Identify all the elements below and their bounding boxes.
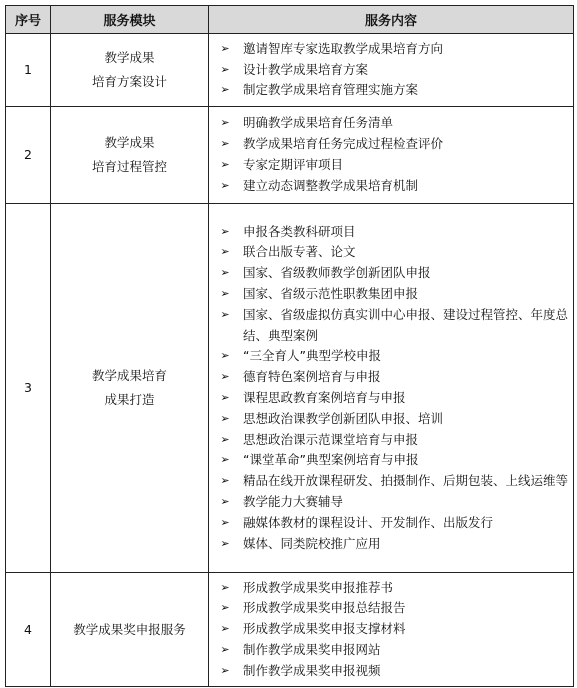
- arrow-right-bullet-icon: ➢: [220, 307, 230, 321]
- content-cell: [209, 204, 574, 573]
- list-item-text: 国家、省级教师教学创新团队申报: [243, 265, 431, 281]
- list-item: [218, 388, 569, 409]
- list-item: [218, 263, 569, 284]
- list-item: [218, 60, 569, 81]
- arrow-right-bullet-icon: ➢: [220, 224, 230, 238]
- module-line: 成果打造: [104, 392, 155, 407]
- list-item: [218, 640, 569, 661]
- list-item-text: 媒体、同类院校推广应用: [243, 535, 381, 551]
- row-number: 4: [6, 573, 51, 687]
- content-cell: [209, 573, 574, 687]
- list-item-text: 教学成果培育任务完成过程检查评价: [243, 136, 444, 152]
- list-item-text: 形成教学成果奖申报总结报告: [243, 600, 406, 616]
- list-item: [218, 176, 569, 197]
- list-item-text: 德育特色案例培育与申报: [243, 369, 381, 385]
- list-item-text: 课程思政教育案例培育与申报: [243, 390, 406, 405]
- header-row: [6, 6, 574, 34]
- list-item-text: 国家、省级虚拟仿真实训中心申报、建设过程管控、年度总结、典型案例: [243, 306, 569, 343]
- list-item-text: 形成教学成果奖申报支撑材料: [243, 621, 406, 637]
- arrow-right-bullet-icon: ➢: [220, 245, 230, 259]
- arrow-right-bullet-icon: ➢: [220, 663, 230, 677]
- arrow-right-bullet-icon: ➢: [220, 158, 230, 171]
- header-num: 序号: [6, 6, 51, 34]
- list-item: [218, 39, 569, 60]
- header-module: 服务模块: [51, 6, 209, 34]
- list-item-text: 建立动态调整教学成果培育机制: [243, 177, 419, 193]
- list-item-text: “课堂革命”典型案例培育与申报: [243, 452, 419, 468]
- table-row: [6, 204, 574, 573]
- table-row: [6, 34, 574, 107]
- list-item-text: 思想政治课示范课堂培育与申报: [243, 431, 419, 447]
- list-item-text: 融媒体教材的课程设计、开发制作、出版发行: [243, 514, 494, 530]
- arrow-right-bullet-icon: ➢: [220, 432, 230, 446]
- list-item-text: 邀请智库专家选取教学成果培育方向: [243, 40, 444, 56]
- module-line: 教学成果: [104, 135, 155, 150]
- list-item-text: 明确教学成果培育任务清单: [243, 115, 394, 131]
- list-item: [218, 619, 569, 640]
- list-item-text: 教学能力大赛辅导: [243, 493, 344, 509]
- arrow-right-bullet-icon: ➢: [220, 62, 230, 76]
- module-line: 培育过程管控: [91, 159, 167, 174]
- arrow-right-bullet-icon: ➢: [220, 515, 230, 529]
- header-content: 服务内容: [209, 6, 574, 34]
- list-item: [218, 222, 569, 243]
- list-item: [218, 134, 569, 155]
- arrow-right-bullet-icon: ➢: [220, 580, 230, 594]
- list-item-text: 形成教学成果奖申报推荐书: [243, 579, 394, 595]
- arrow-right-bullet-icon: ➢: [220, 349, 230, 363]
- list-item: [218, 450, 569, 471]
- row-number: 2: [6, 107, 51, 204]
- arrow-right-bullet-icon: ➢: [220, 370, 230, 384]
- arrow-right-bullet-icon: ➢: [220, 601, 230, 615]
- list-item: [218, 598, 569, 619]
- arrow-right-bullet-icon: ➢: [220, 411, 230, 425]
- list-item: [218, 661, 569, 682]
- list-item: [218, 513, 569, 534]
- list-item-text: 申报各类教科研项目: [243, 223, 356, 239]
- module-cell: [51, 204, 209, 573]
- arrow-right-bullet-icon: ➢: [220, 642, 230, 656]
- arrow-right-bullet-icon: ➢: [220, 391, 230, 404]
- arrow-right-bullet-icon: ➢: [220, 116, 230, 130]
- list-item: [218, 242, 569, 263]
- module-line: 培育方案设计: [91, 74, 167, 89]
- module-cell: [51, 107, 209, 204]
- list-item: [218, 284, 569, 305]
- list-item: [218, 409, 569, 430]
- list-item: [218, 113, 569, 134]
- content-cell: [209, 34, 574, 107]
- module-line: 教学成果奖申报服务: [73, 621, 186, 637]
- arrow-right-bullet-icon: ➢: [220, 137, 230, 151]
- list-item: [218, 430, 569, 451]
- row-number: 3: [6, 204, 51, 573]
- table-row: [6, 107, 574, 204]
- table-row: [6, 573, 574, 687]
- list-item: [218, 305, 569, 347]
- list-item: [218, 578, 569, 599]
- list-item-text: 制作教学成果奖申报网站: [243, 641, 381, 657]
- module-cell: [51, 34, 209, 107]
- arrow-right-bullet-icon: ➢: [220, 494, 230, 508]
- list-item: [218, 80, 569, 101]
- content-cell: [209, 107, 574, 204]
- service-list: [218, 39, 569, 101]
- arrow-right-bullet-icon: ➢: [220, 83, 230, 97]
- arrow-right-bullet-icon: ➢: [220, 474, 230, 488]
- list-item-text: 设计教学成果培育方案: [243, 61, 369, 77]
- module-cell: [51, 573, 209, 687]
- list-item-text: 制作教学成果奖申报视频: [243, 662, 381, 678]
- arrow-right-bullet-icon: ➢: [220, 178, 230, 192]
- arrow-right-bullet-icon: ➢: [220, 536, 230, 550]
- list-item: [218, 534, 569, 555]
- module-line: 教学成果: [104, 50, 155, 65]
- list-item-text: 制定教学成果培育管理实施方案: [243, 82, 419, 98]
- module-line: 教学成果培育: [91, 368, 167, 383]
- list-item-text: “三全育人”典型学校申报: [243, 348, 381, 364]
- arrow-right-bullet-icon: ➢: [220, 287, 230, 301]
- arrow-right-bullet-icon: ➢: [220, 622, 230, 636]
- list-item-text: 精品在线开放课程研发、拍摄制作、后期包装、上线运维等: [243, 473, 569, 489]
- row-number: 1: [6, 34, 51, 107]
- arrow-right-bullet-icon: ➢: [220, 453, 230, 467]
- list-item-text: 思想政治课教学创新团队申报、培训: [243, 410, 444, 426]
- list-item: [218, 155, 569, 176]
- list-item-text: 专家定期评审项目: [243, 157, 344, 172]
- list-item-text: 联合出版专著、论文: [243, 244, 356, 260]
- service-list: [218, 113, 569, 196]
- list-item-text: 国家、省级示范性职教集团申报: [243, 286, 419, 302]
- list-item: [218, 346, 569, 367]
- arrow-right-bullet-icon: ➢: [220, 266, 230, 280]
- service-table: [5, 5, 574, 687]
- list-item: [218, 471, 569, 492]
- service-list: [218, 222, 569, 555]
- service-list: [218, 578, 569, 682]
- list-item: [218, 367, 569, 388]
- arrow-right-bullet-icon: ➢: [220, 41, 230, 55]
- list-item: [218, 492, 569, 513]
